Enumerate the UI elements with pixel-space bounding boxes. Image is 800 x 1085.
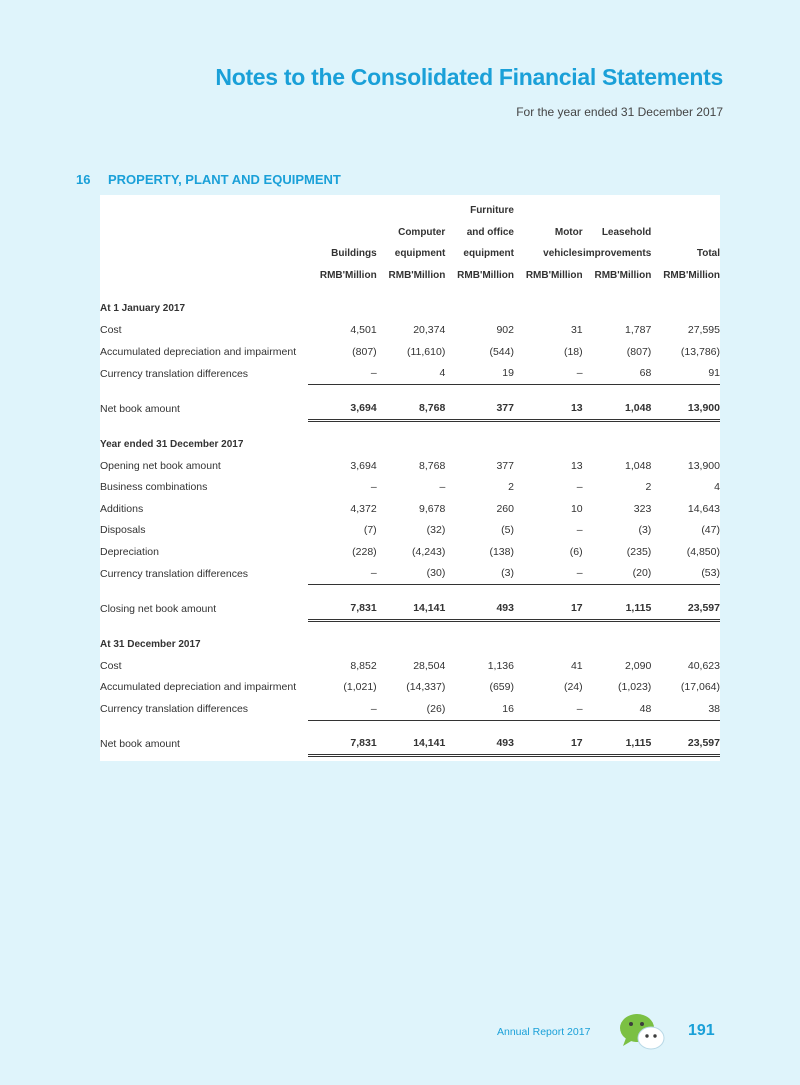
value-cell: 16 bbox=[445, 698, 514, 720]
value-cell: 4 bbox=[714, 481, 720, 494]
value-cell: – bbox=[439, 481, 446, 494]
table-row bbox=[100, 341, 720, 363]
row-label: Closing net book amount bbox=[100, 602, 217, 615]
section-heading bbox=[76, 172, 341, 187]
value-cell: 19 bbox=[445, 363, 514, 385]
header-row-line2 bbox=[100, 222, 720, 244]
value-cell: 28,504 bbox=[413, 659, 446, 672]
value-cell: 17 bbox=[514, 597, 583, 620]
table-header bbox=[100, 200, 720, 286]
value-cell: 20,374 bbox=[413, 324, 446, 337]
value-cell: 13,900 bbox=[687, 459, 720, 472]
value-cell: 7,831 bbox=[308, 733, 377, 756]
value-cell: (7) bbox=[363, 524, 377, 537]
value-cell: 8,852 bbox=[350, 659, 377, 672]
table-row bbox=[100, 520, 720, 542]
value-cell: 1,048 bbox=[583, 397, 652, 420]
value-cell: 4,501 bbox=[350, 324, 377, 337]
value-cell: (4,850) bbox=[686, 545, 720, 558]
table-row bbox=[100, 541, 720, 563]
value-cell: (32) bbox=[426, 524, 446, 537]
value-cell: 13 bbox=[514, 397, 583, 420]
table-row bbox=[100, 455, 720, 477]
value-cell: 91 bbox=[651, 363, 720, 385]
header-label-cell bbox=[100, 265, 308, 287]
table-row bbox=[100, 677, 720, 699]
value-cell: 260 bbox=[496, 502, 514, 515]
spacer-row bbox=[100, 585, 720, 598]
value-cell: (53) bbox=[651, 563, 720, 585]
value-cell: (5) bbox=[501, 524, 514, 537]
page-title: Notes to the Consolidated Financial Statements bbox=[215, 64, 723, 90]
column-header-unit: RMB'Million bbox=[594, 269, 652, 281]
value-cell: (18) bbox=[563, 345, 583, 358]
column-header-unit: RMB'Million bbox=[525, 269, 583, 281]
row-label: Cost bbox=[100, 324, 122, 337]
value-cell: 1,115 bbox=[583, 597, 652, 620]
value-cell: 3,694 bbox=[308, 397, 377, 420]
total-row bbox=[100, 397, 720, 420]
value-cell: 23,597 bbox=[651, 733, 720, 756]
column-header-line3: improvements bbox=[582, 248, 652, 260]
value-cell: – bbox=[576, 524, 583, 537]
column-header-line3: Total bbox=[696, 248, 720, 260]
column-header-line2: and office bbox=[466, 226, 514, 238]
value-cell: – bbox=[308, 363, 377, 385]
row-label: Net book amount bbox=[100, 402, 180, 415]
value-cell: 493 bbox=[445, 597, 514, 620]
header-row-unit bbox=[100, 265, 720, 287]
value-cell: – bbox=[576, 481, 583, 494]
value-cell: 4,372 bbox=[350, 502, 377, 515]
value-cell: (659) bbox=[489, 681, 514, 694]
value-cell: (17,064) bbox=[680, 681, 720, 694]
value-cell: 14,643 bbox=[687, 502, 720, 515]
column-header-unit: RMB'Million bbox=[319, 269, 377, 281]
column-header-line3: equipment bbox=[394, 248, 446, 260]
table-row bbox=[100, 363, 720, 385]
value-cell: 1,048 bbox=[625, 459, 652, 472]
group-heading: At 31 December 2017 bbox=[100, 638, 201, 650]
column-header-line1: Furniture bbox=[470, 205, 514, 217]
table-row bbox=[100, 498, 720, 520]
spacer-row bbox=[100, 286, 720, 298]
spacer-row bbox=[100, 420, 720, 434]
column-header-unit: RMB'Million bbox=[457, 269, 514, 281]
row-label: Accumulated depreciation and impairment bbox=[100, 345, 297, 358]
value-cell: 13,900 bbox=[651, 397, 720, 420]
column-header-line2: Leasehold bbox=[601, 226, 652, 238]
row-label: Opening net book amount bbox=[100, 459, 221, 472]
value-cell: 68 bbox=[583, 363, 652, 385]
column-header-line1 bbox=[651, 200, 720, 222]
group-heading-row bbox=[100, 298, 720, 320]
table-row bbox=[100, 563, 720, 585]
value-cell: 493 bbox=[445, 733, 514, 756]
section-number: 16 bbox=[76, 172, 91, 187]
column-header-unit: RMB'Million bbox=[388, 269, 446, 281]
value-cell: (4,243) bbox=[412, 545, 446, 558]
value-cell: (807) bbox=[352, 345, 377, 358]
value-cell: (11,610) bbox=[406, 345, 446, 358]
value-cell: (26) bbox=[377, 698, 446, 720]
value-cell: (13,786) bbox=[680, 345, 720, 358]
value-cell: 40,623 bbox=[687, 659, 720, 672]
value-cell: 9,678 bbox=[419, 502, 446, 515]
value-cell: 1,787 bbox=[625, 324, 652, 337]
value-cell: (235) bbox=[626, 545, 652, 558]
total-row bbox=[100, 597, 720, 620]
row-label: Currency translation differences bbox=[100, 367, 249, 380]
value-cell: 13 bbox=[570, 459, 583, 472]
value-cell: 41 bbox=[570, 659, 583, 672]
spacer-row bbox=[100, 720, 720, 733]
value-cell: 8,768 bbox=[377, 397, 446, 420]
group-heading-row bbox=[100, 434, 720, 456]
page-subtitle: For the year ended 31 December 2017 bbox=[516, 105, 723, 119]
value-cell: 3,694 bbox=[350, 459, 377, 472]
group-heading-row bbox=[100, 634, 720, 656]
table-body bbox=[100, 286, 720, 756]
group-heading: At 1 January 2017 bbox=[100, 303, 186, 315]
value-cell: 23,597 bbox=[651, 597, 720, 620]
value-cell: 17 bbox=[514, 733, 583, 756]
value-cell: (47) bbox=[701, 524, 720, 537]
table-row bbox=[100, 320, 720, 342]
column-header-line2: Computer bbox=[398, 226, 446, 238]
value-cell: – bbox=[514, 563, 583, 585]
row-label: Net book amount bbox=[100, 738, 180, 750]
spacer-row bbox=[100, 620, 720, 634]
value-cell: – bbox=[370, 481, 377, 494]
value-cell: (138) bbox=[489, 545, 514, 558]
value-cell: 1,136 bbox=[487, 659, 514, 672]
value-cell: (3) bbox=[445, 563, 514, 585]
column-header-line3: Buildings bbox=[331, 248, 377, 260]
value-cell: 902 bbox=[496, 324, 514, 337]
value-cell: 377 bbox=[445, 397, 514, 420]
value-cell: 8,768 bbox=[419, 459, 446, 472]
value-cell: 27,595 bbox=[687, 324, 720, 337]
value-cell: 2 bbox=[645, 481, 652, 494]
value-cell: (14,337) bbox=[406, 681, 446, 694]
column-header-line2: Motor bbox=[554, 226, 583, 238]
column-header-line2 bbox=[308, 222, 377, 244]
row-label: Disposals bbox=[100, 524, 146, 537]
section-title: PROPERTY, PLANT AND EQUIPMENT bbox=[108, 172, 341, 187]
value-cell: – bbox=[514, 698, 583, 720]
table-row bbox=[100, 655, 720, 677]
value-cell: 4 bbox=[377, 363, 446, 385]
row-label: Accumulated depreciation and impairment bbox=[100, 681, 297, 694]
value-cell: 323 bbox=[633, 502, 652, 515]
footer-report-name: Annual Report 2017 bbox=[497, 1026, 591, 1038]
value-cell: (3) bbox=[638, 524, 652, 537]
header-label-cell bbox=[100, 200, 308, 222]
column-header-line3: equipment bbox=[463, 248, 514, 260]
value-cell: (807) bbox=[626, 345, 652, 358]
wechat-logo-icon bbox=[618, 1012, 666, 1052]
header-label-cell bbox=[100, 243, 308, 265]
value-cell: (20) bbox=[583, 563, 652, 585]
value-cell: (544) bbox=[489, 345, 514, 358]
column-header-line1 bbox=[308, 200, 377, 222]
value-cell: 2 bbox=[508, 481, 514, 494]
value-cell: 31 bbox=[570, 324, 583, 337]
value-cell: 377 bbox=[496, 459, 514, 472]
column-header-line1 bbox=[377, 200, 446, 222]
total-row bbox=[100, 733, 720, 756]
row-label: Currency translation differences bbox=[100, 567, 249, 580]
value-cell: (1,021) bbox=[343, 681, 377, 694]
value-cell: (24) bbox=[563, 681, 583, 694]
value-cell: (6) bbox=[569, 545, 583, 558]
column-header-unit: RMB'Million bbox=[663, 269, 720, 281]
row-label: Additions bbox=[100, 502, 144, 515]
value-cell: 48 bbox=[583, 698, 652, 720]
column-header-line3: vehicles bbox=[543, 248, 583, 260]
value-cell: 2,090 bbox=[625, 659, 652, 672]
row-label: Cost bbox=[100, 659, 122, 672]
header-row-line1 bbox=[100, 200, 720, 222]
spacer-row bbox=[100, 385, 720, 398]
group-heading: Year ended 31 December 2017 bbox=[100, 438, 244, 450]
ppe-table bbox=[100, 200, 720, 757]
header-row-line3 bbox=[100, 243, 720, 265]
row-label: Currency translation differences bbox=[100, 703, 249, 715]
column-header-line1 bbox=[514, 200, 583, 222]
page-number: 191 bbox=[688, 1022, 715, 1039]
value-cell: 7,831 bbox=[308, 597, 377, 620]
value-cell: (30) bbox=[377, 563, 446, 585]
column-header-line2 bbox=[651, 222, 720, 244]
value-cell: – bbox=[308, 563, 377, 585]
value-cell: 1,115 bbox=[583, 733, 652, 756]
table-row bbox=[100, 698, 720, 720]
value-cell: – bbox=[514, 363, 583, 385]
header-label-cell bbox=[100, 222, 308, 244]
table-row bbox=[100, 477, 720, 499]
row-label: Business combinations bbox=[100, 481, 208, 494]
value-cell: 10 bbox=[570, 502, 583, 515]
value-cell: 14,141 bbox=[377, 733, 446, 756]
value-cell: – bbox=[308, 698, 377, 720]
value-cell: (1,023) bbox=[618, 681, 652, 694]
value-cell: 38 bbox=[651, 698, 720, 720]
column-header-line1 bbox=[583, 200, 652, 222]
value-cell: 14,141 bbox=[377, 597, 446, 620]
row-label: Depreciation bbox=[100, 545, 159, 558]
value-cell: (228) bbox=[352, 545, 377, 558]
